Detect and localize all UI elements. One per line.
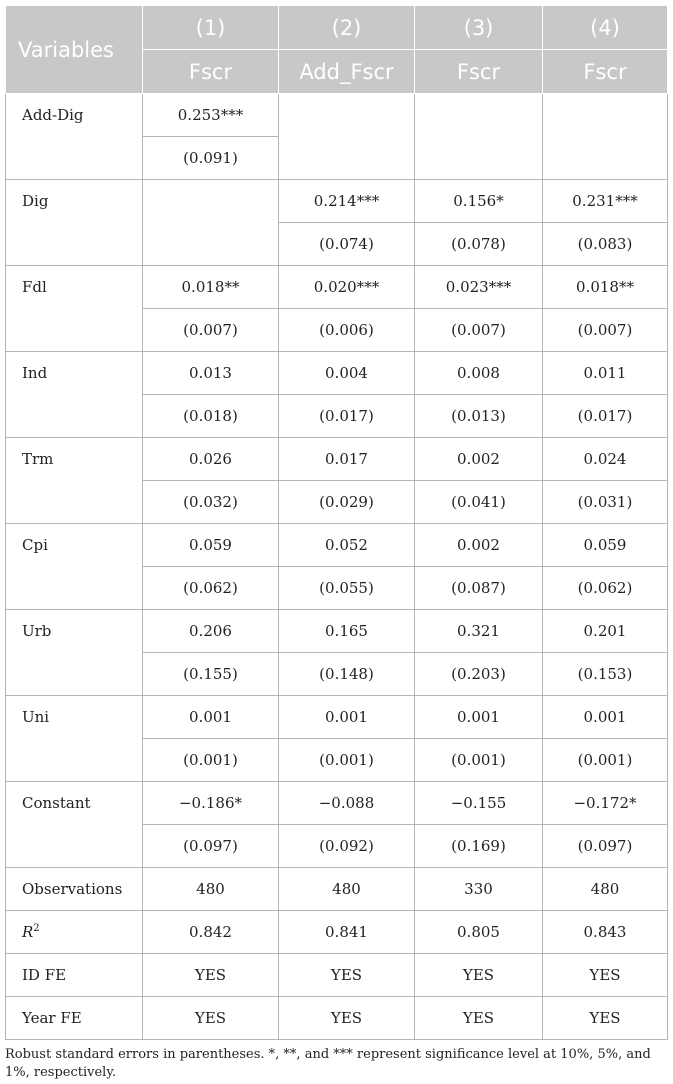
coef-cell: 0.011 — [543, 352, 668, 395]
table-row — [6, 438, 668, 481]
coef-cell: 0.018** — [543, 266, 668, 309]
header-col-4: (4) — [543, 6, 668, 50]
header-col-2: (2) — [279, 6, 415, 50]
empty-cell — [279, 94, 415, 180]
coef-cell: 0.002 — [415, 438, 543, 481]
table-row — [6, 911, 668, 954]
coef-cell: −0.186* — [143, 782, 279, 825]
se-cell: (0.018) — [143, 395, 279, 438]
table-row — [6, 610, 668, 653]
se-cell: (0.074) — [279, 223, 415, 266]
coef-cell: 0.001 — [143, 696, 279, 739]
coef-cell: 0.001 — [279, 696, 415, 739]
row-label-uni: Uni — [6, 696, 143, 782]
table-footnote: Robust standard errors in parentheses. *, **, and *** represent significance level at 10%, 5%, and 1%, respectively. — [5, 1047, 651, 1080]
r2-letter: R — [22, 923, 34, 941]
coef-cell: 0.004 — [279, 352, 415, 395]
coef-cell: −0.088 — [279, 782, 415, 825]
stat-cell: 480 — [543, 868, 668, 911]
header-depvar-2: Add_Fscr — [279, 50, 415, 94]
se-cell: (0.031) — [543, 481, 668, 524]
coef-cell: −0.155 — [415, 782, 543, 825]
coef-cell: 0.214*** — [279, 180, 415, 223]
se-cell: (0.078) — [415, 223, 543, 266]
stat-cell: YES — [279, 954, 415, 997]
table-row — [6, 266, 668, 309]
se-cell: (0.055) — [279, 567, 415, 610]
row-label-add-dig: Add-Dig — [6, 94, 143, 180]
se-cell: (0.083) — [543, 223, 668, 266]
empty-cell — [143, 180, 279, 266]
header-row-columns — [6, 6, 668, 50]
row-label-constant: Constant — [6, 782, 143, 868]
row-label-urb: Urb — [6, 610, 143, 696]
coef-cell: 0.253*** — [143, 94, 279, 137]
row-label-cpi: Cpi — [6, 524, 143, 610]
se-cell: (0.092) — [279, 825, 415, 868]
coef-cell: 0.013 — [143, 352, 279, 395]
coef-cell: 0.231*** — [543, 180, 668, 223]
stat-cell: 480 — [143, 868, 279, 911]
coef-cell: −0.172* — [543, 782, 668, 825]
se-cell: (0.097) — [543, 825, 668, 868]
se-cell: (0.017) — [279, 395, 415, 438]
row-label-dig: Dig — [6, 180, 143, 266]
coef-cell: 0.020*** — [279, 266, 415, 309]
stat-cell: 0.843 — [543, 911, 668, 954]
coef-cell: 0.206 — [143, 610, 279, 653]
row-label-id-fe: ID FE — [6, 954, 143, 997]
table-row — [6, 954, 668, 997]
coef-cell: 0.001 — [415, 696, 543, 739]
row-label-year-fe: Year FE — [6, 997, 143, 1040]
se-cell: (0.203) — [415, 653, 543, 696]
se-cell: (0.062) — [143, 567, 279, 610]
se-cell: (0.017) — [543, 395, 668, 438]
se-cell: (0.001) — [279, 739, 415, 782]
coef-cell: 0.001 — [543, 696, 668, 739]
coef-cell: 0.018** — [143, 266, 279, 309]
stat-cell: YES — [543, 954, 668, 997]
se-cell: (0.155) — [143, 653, 279, 696]
se-cell: (0.169) — [415, 825, 543, 868]
table-row — [6, 868, 668, 911]
row-label-ind: Ind — [6, 352, 143, 438]
coef-cell: 0.156* — [415, 180, 543, 223]
stat-cell: YES — [543, 997, 668, 1040]
header-depvar-3: Fscr — [415, 50, 543, 94]
se-cell: (0.087) — [415, 567, 543, 610]
stat-cell: 480 — [279, 868, 415, 911]
coef-cell: 0.002 — [415, 524, 543, 567]
se-cell: (0.041) — [415, 481, 543, 524]
row-label-fdl: Fdl — [6, 266, 143, 352]
coef-cell: 0.165 — [279, 610, 415, 653]
se-cell: (0.001) — [415, 739, 543, 782]
stat-cell: 0.805 — [415, 911, 543, 954]
table-row — [6, 180, 668, 223]
empty-cell — [415, 94, 543, 180]
se-cell: (0.029) — [279, 481, 415, 524]
coef-cell: 0.017 — [279, 438, 415, 481]
table-row — [6, 696, 668, 739]
regression-table — [5, 5, 668, 1040]
table-row — [6, 782, 668, 825]
se-cell: (0.007) — [143, 309, 279, 352]
header-depvar-1: Fscr — [143, 50, 279, 94]
se-cell: (0.153) — [543, 653, 668, 696]
header-col-3: (3) — [415, 6, 543, 50]
table-row — [6, 352, 668, 395]
stat-cell: 0.841 — [279, 911, 415, 954]
se-cell: (0.097) — [143, 825, 279, 868]
stat-cell: 0.842 — [143, 911, 279, 954]
row-label-observations: Observations — [6, 868, 143, 911]
coef-cell: 0.008 — [415, 352, 543, 395]
r2-superscript: 2 — [33, 923, 40, 934]
stat-cell: YES — [415, 954, 543, 997]
stat-cell: YES — [279, 997, 415, 1040]
header-depvar-4: Fscr — [543, 50, 668, 94]
se-cell: (0.148) — [279, 653, 415, 696]
se-cell: (0.006) — [279, 309, 415, 352]
se-cell: (0.032) — [143, 481, 279, 524]
stat-cell: YES — [143, 997, 279, 1040]
table-row — [6, 997, 668, 1040]
se-cell: (0.062) — [543, 567, 668, 610]
coef-cell: 0.026 — [143, 438, 279, 481]
coef-cell: 0.059 — [543, 524, 668, 567]
header-variables: Variables — [6, 6, 143, 94]
se-cell: (0.013) — [415, 395, 543, 438]
table-row — [6, 94, 668, 137]
stat-cell: YES — [143, 954, 279, 997]
row-label-trm: Trm — [6, 438, 143, 524]
coef-cell: 0.023*** — [415, 266, 543, 309]
coef-cell: 0.052 — [279, 524, 415, 567]
stat-cell: 330 — [415, 868, 543, 911]
coef-cell: 0.059 — [143, 524, 279, 567]
se-cell: (0.001) — [143, 739, 279, 782]
se-cell: (0.007) — [543, 309, 668, 352]
row-label-r-squared — [6, 911, 143, 954]
coef-cell: 0.024 — [543, 438, 668, 481]
se-cell: (0.091) — [143, 137, 279, 180]
se-cell: (0.007) — [415, 309, 543, 352]
table-row — [6, 524, 668, 567]
stat-cell: YES — [415, 997, 543, 1040]
se-cell: (0.001) — [543, 739, 668, 782]
coef-cell: 0.201 — [543, 610, 668, 653]
header-col-1: (1) — [143, 6, 279, 50]
coef-cell: 0.321 — [415, 610, 543, 653]
empty-cell — [543, 94, 668, 180]
